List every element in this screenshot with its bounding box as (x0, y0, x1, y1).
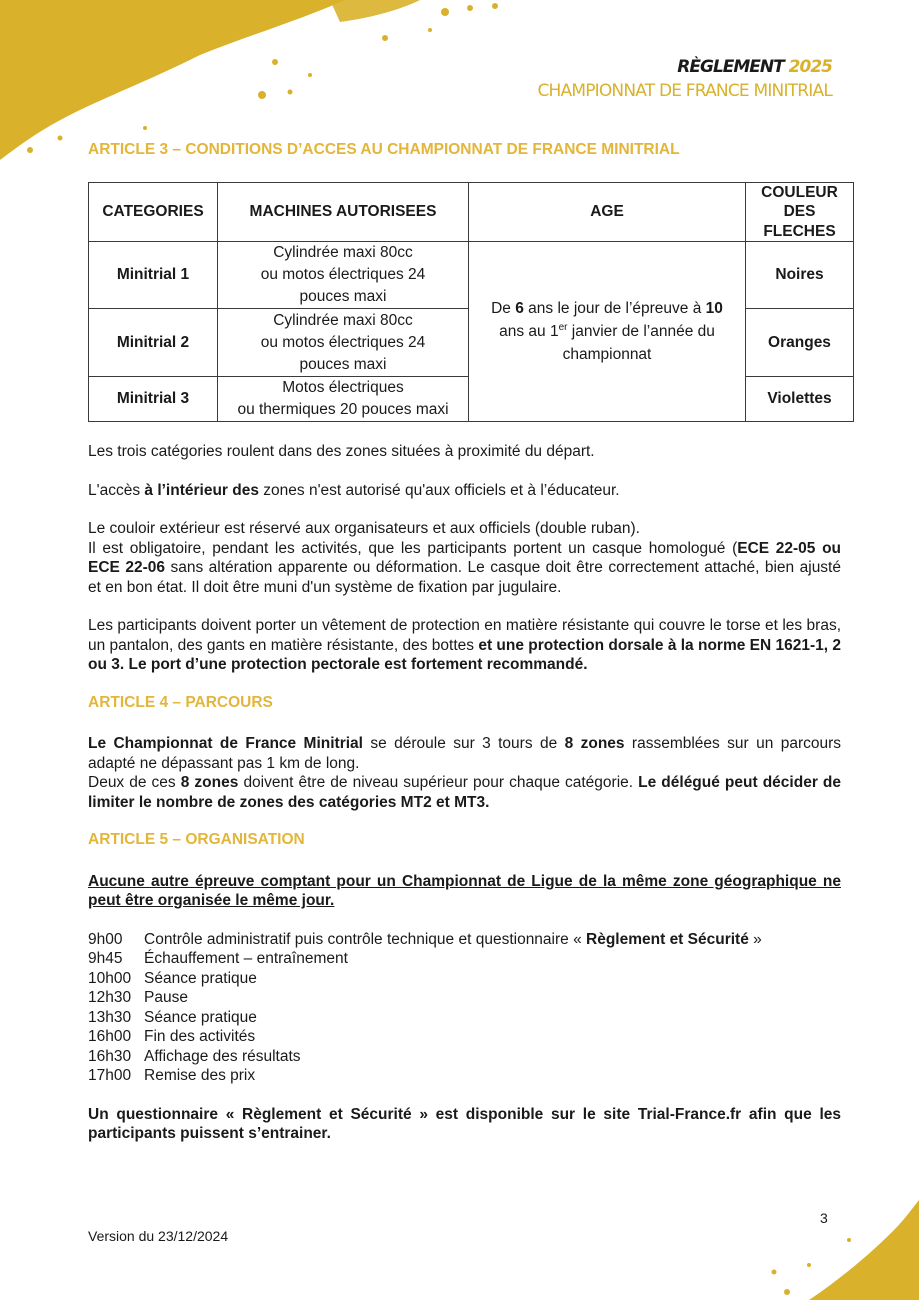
list-item: 17h00 Remise des prix (88, 1067, 256, 1084)
paragraph: Il est obligatoire, pendant les activités, que les participants portent un casque homologué (ECE 22-05 ou ECE 22-06 sans altération apparente ou déformation. Le casque doit être correctement attaché, bien ajusté et en bon état. Il doit être muni d'un système de fixation par jugulaire. (88, 539, 842, 596)
notice: Aucune autre épreuve comptant pour un Championnat de Ligue de la même zone géographique ne peut être organisée le même jour. (88, 872, 841, 909)
article-5-title: ARTICLE 5 – ORGANISATION (88, 831, 305, 848)
paragraph: L'accès à l’intérieur des zones n'est autorisé qu'aux officiels et à l’éducateur. (88, 481, 620, 499)
paragraph: Les trois catégories roulent dans des zones situées à proximité du départ. (88, 443, 595, 460)
machines-cell: Motos électriques ou thermiques 20 pouces maxi (218, 377, 469, 422)
arrow-color-cell: Violettes (746, 377, 854, 422)
schedule-list (88, 930, 841, 1086)
document-subtitle: CHAMPIONNAT DE FRANCE MINITRIAL (537, 81, 832, 101)
table-row (89, 242, 854, 309)
article-3-title: ARTICLE 3 – CONDITIONS D’ACCES AU CHAMPIONNAT DE FRANCE MINITRIAL (88, 141, 680, 158)
page-content (88, 140, 841, 1144)
list-item: 16h00 Fin des activités (88, 1028, 256, 1045)
list-item: 9h45 Échauffement – entraînement (88, 950, 348, 967)
title-word: RÈGLEMENT (677, 57, 784, 77)
category-cell: Minitrial 2 (89, 309, 218, 377)
brush-stroke-decoration (749, 1200, 919, 1300)
header-machines: MACHINES AUTORISEES (218, 182, 469, 242)
list-item: 10h00 Séance pratique (88, 969, 257, 987)
paragraph: Le Championnat de France Minitrial se déroule sur 3 tours de 8 zones rassemblées sur un parcours adapté ne dépassant pas 1 km de long. (88, 735, 842, 772)
arrow-color-cell: Noires (746, 242, 854, 309)
paragraph: Deux de ces 8 zones doivent être de niveau supérieur pour chaque catégorie. Le délégué peut décider de limiter le nombre de zones des catégories MT2 et MT3. (88, 774, 842, 811)
machines-cell: Cylindrée maxi 80cc ou motos électriques 24 pouces maxi (218, 309, 469, 377)
list-item: 16h30 Affichage des résultats (88, 1047, 301, 1065)
header-categories: CATEGORIES (89, 182, 218, 242)
title-year: 2025 (788, 57, 832, 77)
paragraph: Les participants doivent porter un vêtement de protection en matière résistante qui couvre le torse et les bras, un pantalon, des gants en matière résistante, des bottes et une protection dorsale à la norme EN 1621-1, 2 ou 3. Le port d’une protection pectorale est fortement recommandé. (88, 617, 841, 673)
article-4-title: ARTICLE 4 – PARCOURS (88, 693, 273, 711)
table-header-row (89, 182, 854, 242)
age-cell: De 6 ans le jour de l’épreuve à 10 ans au 1er janvier de l’année du championnat (469, 242, 746, 422)
header-color: COULEUR DES FLECHES (746, 182, 854, 242)
page-number: 3 (820, 1210, 828, 1226)
category-cell: Minitrial 1 (89, 242, 218, 309)
header-age: AGE (469, 182, 746, 242)
list-item: 13h30 Séance pratique (88, 1008, 257, 1026)
paragraph: Le couloir extérieur est réservé aux organisateurs et aux officiels (double ruban). (88, 520, 640, 537)
conditions-table (88, 182, 854, 423)
category-cell: Minitrial 3 (89, 377, 218, 422)
document-title (537, 57, 832, 77)
list-item: 9h00 Contrôle administratif puis contrôle technique et questionnaire « Règlement et Sécurité » (88, 930, 762, 948)
list-item: 12h30 Pause (88, 989, 188, 1006)
machines-cell: Cylindrée maxi 80cc ou motos électriques 24 pouces maxi (218, 242, 469, 309)
closing-paragraph: Un questionnaire « Règlement et Sécurité » est disponible sur le site Trial-France.fr afin que les participants puissent s’entrainer. (88, 1105, 841, 1142)
version-date: Version du 23/12/2024 (88, 1228, 229, 1244)
arrow-color-cell: Oranges (746, 309, 854, 377)
document-header (537, 57, 832, 102)
